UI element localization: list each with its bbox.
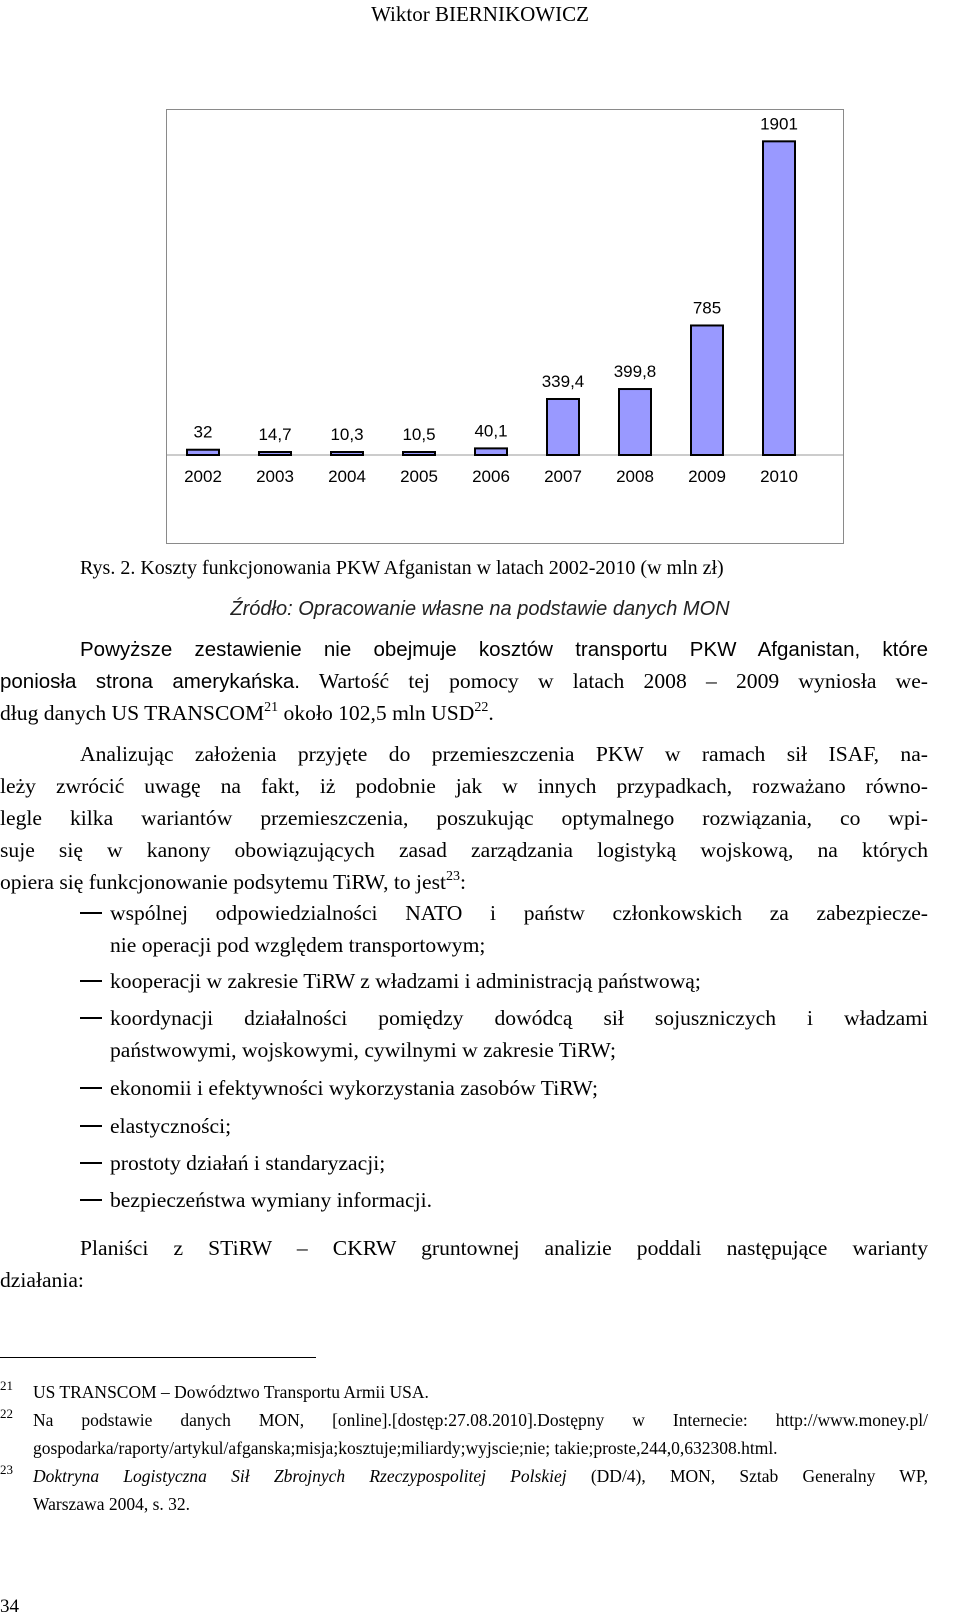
footnote-separator (0, 1357, 316, 1358)
footnote-22 (0, 1406, 928, 1462)
paragraph-1-line-1 (0, 633, 928, 665)
list-item-text: kooperacji w zakresie TiRW z władzami i administracją państwową; (110, 969, 701, 993)
footnote-text (33, 1462, 928, 1490)
paragraph-2-line-5 (0, 866, 928, 898)
footnote-number: 23 (0, 1462, 13, 1477)
page-number: 34 (0, 1596, 19, 1617)
paragraph-1-line-3 (0, 697, 928, 729)
list-item-text: prostoty działań i standaryzacji; (110, 1151, 386, 1175)
bar-2007 (547, 399, 579, 455)
list-item-text: wspólnej odpowiedzialności NATO i państw członkowskich za zabezpiecze- (110, 901, 928, 925)
footnote-text: Na podstawie danych MON, [online].[dostęp:27.08.2010].Dostępny w Internecie: http://www.money.pl/ (33, 1410, 928, 1430)
footnote-number: 22 (0, 1406, 13, 1421)
list-item-text: bezpieczeństwa wymiany informacji. (110, 1188, 432, 1212)
footnote-ref-21[interactable]: 21 (264, 700, 279, 715)
footnote-23 (0, 1462, 928, 1518)
figure-caption: Rys. 2. Koszty funkcjonowania PKW Afganistan w latach 2002-2010 (w mln zł) (80, 557, 724, 579)
paragraph-1-text-3a: dług danych US TRANSCOM (0, 701, 265, 725)
bar-2003 (259, 452, 291, 455)
paragraph-2-line-4: suje się w kanony obowiązujących zasad zarządzania logistyką wojskową, na których (0, 838, 928, 862)
paragraph-2-text-5a: opiera się funkcjonowanie podsytemu TiRW, to jest (0, 870, 447, 894)
list-item-text: ekonomii i efektywności wykorzystania zasobów TiRW; (110, 1076, 598, 1100)
paragraph-2-line-1: Analizując założenia przyjęte do przemieszczenia PKW w ramach sił ISAF, na- (80, 742, 928, 766)
data-label-2008: 399,8 (613, 362, 657, 382)
list-item-text: elastyczności; (110, 1114, 232, 1138)
bar-2006 (475, 448, 507, 455)
data-label-2010: 1901 (760, 114, 798, 134)
paragraph-3 (0, 1232, 928, 1296)
footnote-title: Doktryna Logistyczna Sił Zbrojnych Rzeczypospolitej Polskiej (33, 1466, 567, 1486)
paragraph-2-line-2: leży zwrócić uwagę na fakt, iż podobnie jak w innych przypadkach, rozważano równo- (0, 774, 928, 798)
paragraph-1-text-3b: około 102,5 mln USD (278, 701, 475, 725)
footnote-21 (0, 1378, 928, 1406)
x-tick-2004: 2004 (328, 467, 366, 486)
bar-chart (166, 109, 844, 544)
x-tick-2003: 2003 (256, 467, 294, 486)
paragraph-1-text-2b: Wartość tej pomocy w latach 2008 – 2009 wyniosła we- (318, 669, 929, 693)
data-label-2004: 10,3 (330, 425, 364, 444)
x-tick-2005: 2005 (400, 467, 438, 486)
footnote-text: Warszawa 2004, s. 32. (33, 1494, 191, 1514)
data-label-2002: 32 (193, 422, 213, 442)
data-label-2007: 339,4 (541, 371, 585, 391)
figure-source: Źródło: Opracowanie własne na podstawie danych MON (230, 598, 730, 620)
list-item-text: nie operacji pod względem transportowym; (110, 933, 486, 957)
footnote-link-text[interactable]: gospodarka/raporty/artykul/afganska;misja;kosztuje;miliardy;wyjscie;nie; takie;proste,244,0,632308.html. (33, 1438, 778, 1458)
running-header: Wiktor BIERNIKOWICZ (371, 2, 589, 26)
chart-svg (167, 110, 843, 543)
bar-2004 (331, 452, 363, 455)
paragraph-1-text-2: poniosła strona amerykańska. (0, 670, 301, 693)
paragraph-2 (0, 738, 928, 898)
x-tick-2002: 2002 (184, 467, 222, 486)
footnote-ref-23[interactable]: 23 (446, 869, 461, 884)
data-label-2009: 785 (692, 298, 722, 318)
bar-2008 (619, 389, 651, 455)
bar-2009 (691, 325, 723, 455)
x-tick-2009: 2009 (688, 467, 726, 486)
x-tick-2006: 2006 (472, 467, 510, 486)
x-tick-2008: 2008 (616, 467, 654, 486)
footnote-ref-22[interactable]: 22 (474, 700, 489, 715)
footnote-number: 21 (0, 1378, 13, 1393)
list-item-text: państwowymi, wojskowymi, cywilnymi w zakresie TiRW; (110, 1038, 617, 1062)
paragraph-1-line-2 (0, 665, 928, 697)
principles-list (80, 897, 928, 1227)
data-label-2006: 40,1 (474, 421, 508, 441)
paragraph-1 (0, 633, 928, 729)
paragraph-3-line-2: działania: (0, 1268, 84, 1292)
list-item-text: koordynacji działalności pomiędzy dowódcą sił sojuszniczych i władzami (110, 1006, 928, 1030)
paragraph-2-text-5b: : (460, 870, 467, 894)
footnote-text: US TRANSCOM – Dowództwo Transportu Armii USA. (33, 1382, 429, 1402)
bar-2002 (187, 450, 219, 455)
paragraph-2-line-3: legle kilka wariantów przemieszczenia, poszukując optymalnego rozwiązania, co wpi- (0, 806, 928, 830)
x-tick-2007: 2007 (544, 467, 582, 486)
x-tick-2010: 2010 (760, 467, 798, 486)
data-label-2005: 10,5 (402, 425, 436, 444)
bar-2005 (403, 452, 435, 455)
paragraph-1-text-3c: . (488, 701, 494, 725)
paragraph-3-line-1: Planiści z STiRW – CKRW gruntownej analizie poddali następujące warianty (80, 1236, 928, 1260)
bar-2010 (763, 141, 795, 455)
footnote-rest: (DD/4), MON, Sztab Generalny WP, (566, 1466, 928, 1486)
data-label-2003: 14,7 (258, 425, 292, 444)
paragraph-1-text-1: Powyższe zestawienie nie obejmuje kosztów transportu PKW Afganistan, które (80, 638, 928, 661)
